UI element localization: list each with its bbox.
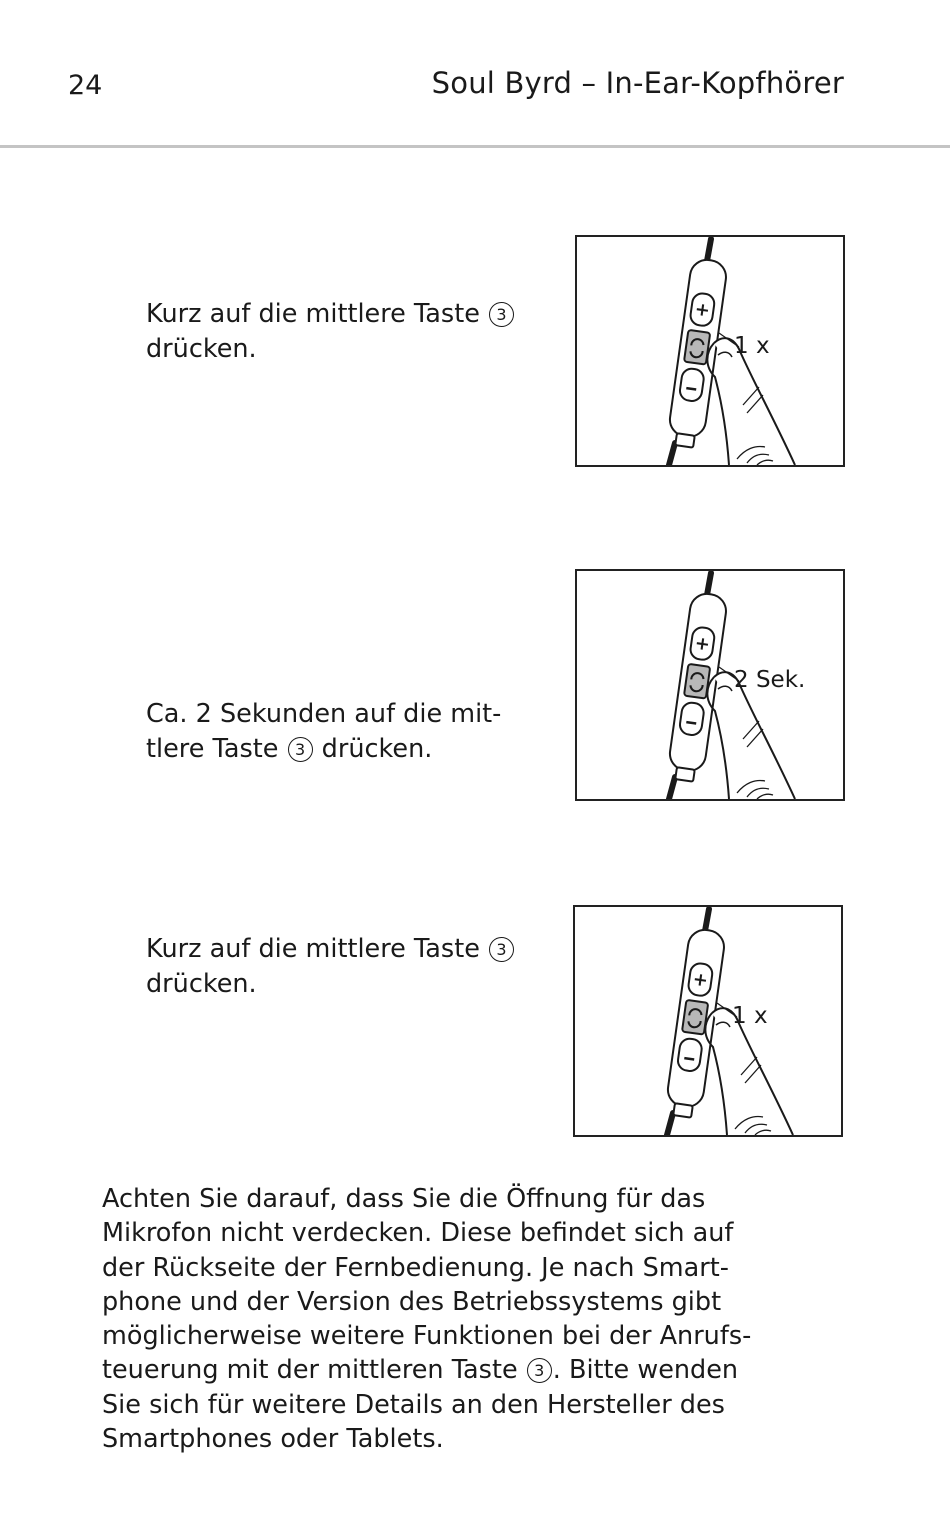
step-2-instruction xyxy=(146,697,566,767)
button-number-badge: 3 xyxy=(288,737,313,762)
note-text-before: Achten Sie darauf, dass Sie die Öffnung für das Mikrofon nicht verdecken. Diese befindet sich auf der Rückseite der Fernbedienung. Je nach Smart- phone und der Version des Betriebssystems gibt möglicherweise weitere Funktionen bei der Anrufs- teuerung mit der mittleren Taste xyxy=(102,1184,752,1386)
step-1-text-before: Kurz auf die mittlere Taste xyxy=(146,299,488,329)
step-3-text-after: drücken. xyxy=(146,969,257,999)
step-2-text-before: Ca. 2 Sekunden auf die mit- tlere Taste xyxy=(146,699,502,764)
step-3-illustration xyxy=(573,905,843,1137)
button-number-badge: 3 xyxy=(527,1358,552,1383)
note-paragraph xyxy=(102,1182,862,1456)
step-3-text-before: Kurz auf die mittlere Taste xyxy=(146,934,488,964)
step-1-illustration xyxy=(575,235,845,467)
page-header-title: Soul Byrd – In-Ear-Kopfhörer xyxy=(431,66,844,100)
svg-text:+: + xyxy=(693,298,712,322)
step-1-instruction xyxy=(146,297,566,367)
step-2-illustration xyxy=(575,569,845,801)
remote-control-finger-press-icon xyxy=(577,237,843,465)
page-number: 24 xyxy=(68,70,103,101)
step-3-instruction xyxy=(146,932,566,1002)
step-2-text-after: drücken. xyxy=(313,734,433,764)
svg-text:+: + xyxy=(693,632,712,656)
svg-text:+: + xyxy=(691,968,710,992)
button-number-badge: 3 xyxy=(489,937,514,962)
note-text-after: . Bitte wenden Sie sich für weitere Details an den Hersteller des Smartphones oder Tablets. xyxy=(102,1355,739,1455)
step-3-illustration-label: 1 x xyxy=(732,1003,768,1029)
step-2-illustration-label: 2 Sek. xyxy=(734,667,806,693)
button-number-badge: 3 xyxy=(489,302,514,327)
remote-control-finger-press-icon xyxy=(575,907,841,1135)
header-divider xyxy=(0,145,950,148)
step-1-illustration-label: 1 x xyxy=(734,333,770,359)
step-1-text-after: drücken. xyxy=(146,334,257,364)
